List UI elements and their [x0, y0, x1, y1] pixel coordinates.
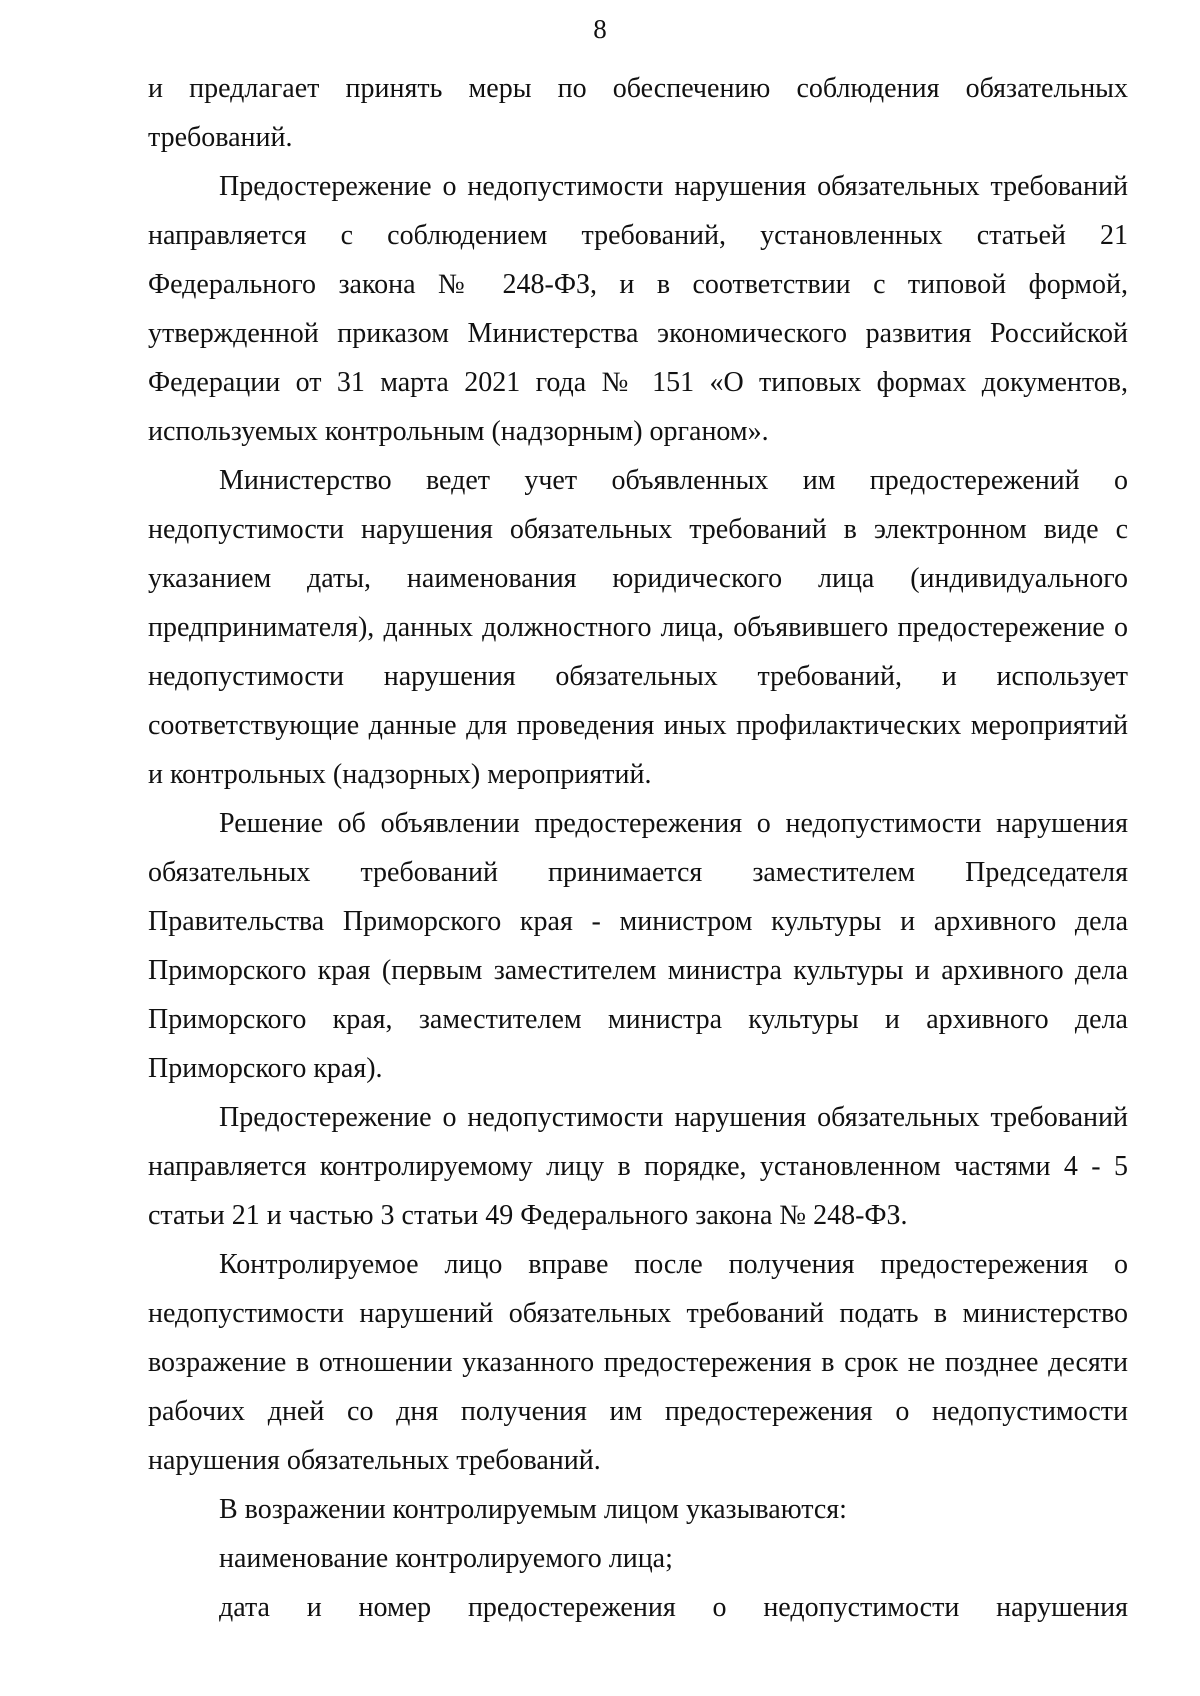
- paragraph-warning-sent: Предостережение о недопустимости нарушения обязательных требований направляется с соблюдением требований, установленных статьей 21 Федерального закона № 248-ФЗ, и в соответствии с типовой формой, утвержденной приказом Министерства экономического развития Российской Федерации от 31 марта 2021 года № 151 «О типовых формах документов, используемых контрольным (надзорным) органом».: [148, 171, 1128, 447]
- paragraph-warning-delivery: Предостережение о недопустимости нарушения обязательных требований направляется контролируемому лицу в порядке, установленном частями 4 - 5 статьи 21 и частью 3 статьи 49 Федерального закона № 248-ФЗ.: [148, 1102, 1128, 1231]
- paragraph-decision: Решение об объявлении предостережения о недопустимости нарушения обязательных требований принимается заместителем Председателя Правительства Приморского края - министром культуры и архивного дела Приморского края (первым заместителем министра культуры и архивного дела Приморского края, заместителем министра культуры и архивного дела Приморского края).: [148, 808, 1128, 1084]
- paragraph-objection-contents: В возражении контролируемым лицом указываются:: [219, 1494, 847, 1525]
- page-number: 8: [593, 14, 607, 44]
- paragraph-objection-right: Контролируемое лицо вправе после получения предостережения о недопустимости нарушений обязательных требований подать в министерство возражение в отношении указанного предостережения в срок не позднее десяти рабочих дней со дня получения им предостережения о недопустимости нарушения обязательных требований.: [148, 1249, 1128, 1476]
- paragraph-continuation: и предлагает принять меры по обеспечению соблюдения обязательных требований.: [148, 73, 1128, 153]
- paragraph-ministry-records: Министерство ведет учет объявленных им предостережений о недопустимости нарушения обязательных требований в электронном виде с указанием даты, наименования юридического лица (индивидуального предпринимателя), данных должностного лица, объявившего предостережение о недопустимости нарушения обязательных требований, и использует соответствующие данные для проведения иных профилактических мероприятий и контрольных (надзорных) мероприятий.: [148, 465, 1128, 790]
- document-body: [148, 64, 1128, 1632]
- list-item-warning-date-number: дата и номер предостережения о недопустимости нарушения: [219, 1592, 1128, 1623]
- list-item-entity-name: наименование контролируемого лица;: [219, 1543, 673, 1574]
